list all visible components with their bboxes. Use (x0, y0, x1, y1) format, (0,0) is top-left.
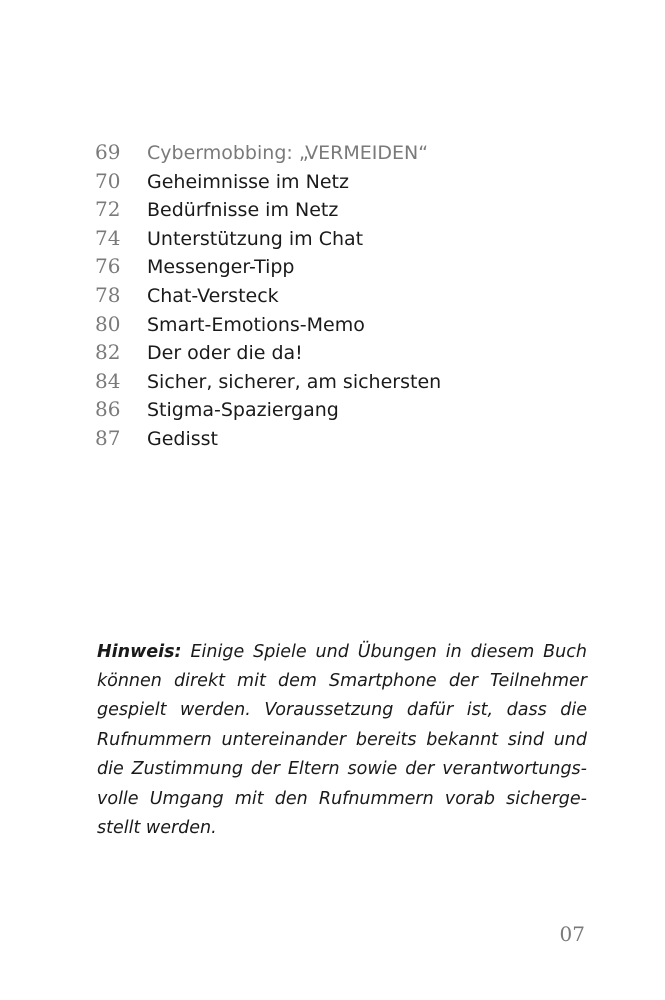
toc-row[interactable] (95, 281, 595, 310)
toc-row[interactable] (95, 367, 595, 396)
toc-title: Chat-Versteck (147, 284, 279, 307)
note-label: Hinweis: (97, 641, 182, 662)
toc-page-number: 74 (95, 225, 121, 250)
toc-title: Bedürfnisse im Netz (147, 199, 339, 222)
toc-page-number: 78 (95, 282, 121, 307)
toc-page-number: 84 (95, 368, 121, 393)
toc-page-number: 76 (95, 254, 121, 279)
toc-title: Der oder die da! (147, 342, 303, 365)
toc-row[interactable] (95, 224, 595, 253)
page-number: 07 (559, 922, 585, 946)
toc-page-number: 72 (95, 197, 121, 222)
toc-page-number: 70 (95, 168, 121, 193)
note-text: Einige Spiele und Übungen in diesem Buch können direkt mit dem Smartphone der Teilnehmer gespielt werden. Voraussetzung dafür ist, dass die Rufnummern untereinander bereits bekannt sind und die Zustimmung der Eltern sowie der verantwortungsvolle Umgang mit den Rufnummern vorab sichergestellt werden. (97, 641, 587, 838)
toc-title: Unterstützung im Chat (147, 227, 364, 250)
toc-row[interactable] (95, 395, 595, 424)
toc-title: Messenger-Tipp (147, 256, 295, 279)
toc-row[interactable] (95, 424, 595, 453)
toc-page-number: 69 (95, 140, 121, 164)
toc-title: Smart-Emotions-Memo (147, 313, 365, 336)
toc-title: Stigma-Spaziergang (147, 399, 339, 422)
toc-row[interactable] (95, 252, 595, 281)
toc-title: Cybermobbing: „VERMEIDEN“ (147, 142, 429, 164)
toc-page-number: 87 (95, 425, 121, 450)
toc-page-number: 82 (95, 340, 121, 365)
note-paragraph (97, 638, 587, 844)
toc-row[interactable] (95, 167, 595, 196)
toc-row[interactable] (95, 338, 595, 367)
toc-page-number: 80 (95, 311, 121, 336)
toc-row[interactable] (95, 310, 595, 339)
toc-row[interactable] (95, 138, 595, 167)
toc-title: Sicher, sicherer, am sichersten (147, 370, 442, 393)
toc-row[interactable] (95, 195, 595, 224)
toc-page-number: 86 (95, 397, 121, 422)
toc-title: Geheimnisse im Netz (147, 170, 349, 193)
table-of-contents (95, 138, 595, 453)
toc-title: Gedisst (147, 427, 218, 450)
